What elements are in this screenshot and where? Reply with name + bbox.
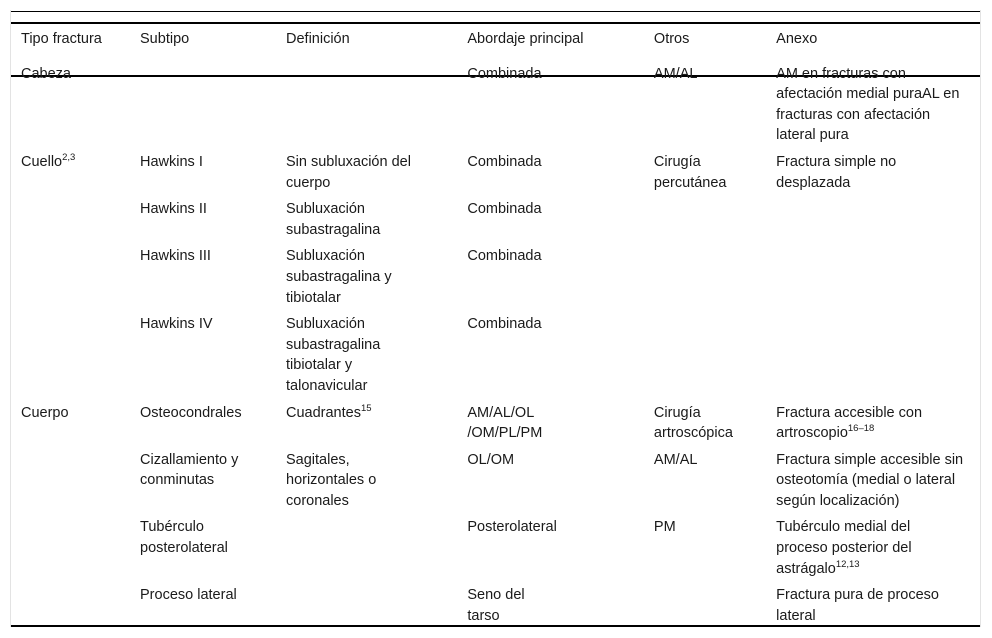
header-subtipo: Subtipo	[140, 31, 190, 47]
cell-anexo	[776, 310, 980, 398]
cell-otros-text: AM/AL	[653, 65, 698, 82]
cell-abordaje	[467, 195, 654, 242]
cell-otros-text: Cirugía artroscópica	[653, 404, 733, 442]
cell-otros	[654, 513, 776, 581]
cell-abordaje-text: Combinada	[467, 248, 542, 265]
cell-anexo-text: Tubérculo medial del proceso posterior del astrágalo	[776, 519, 912, 577]
cell-abordaje-text: Seno del tarso	[467, 587, 525, 624]
cell-subtipo-text: Proceso lateral	[140, 587, 237, 604]
cell-otros	[654, 446, 776, 514]
cell-abordaje-text: Combinada	[467, 153, 542, 170]
cell-definicion	[286, 513, 467, 581]
header-abordaje-principal: Abordaje principal	[467, 31, 584, 47]
cell-abordaje-text: Combinada	[467, 65, 542, 82]
table-row	[11, 60, 980, 148]
cell-abordaje	[467, 446, 654, 514]
cell-definicion	[286, 310, 467, 398]
cell-anexo-text: Fractura simple no desplazada	[776, 153, 897, 191]
cell-abordaje	[467, 148, 654, 195]
cell-tipo	[11, 148, 140, 195]
cell-abordaje	[467, 581, 654, 628]
cell-subtipo-text: Hawkins III	[140, 248, 211, 265]
cell-abordaje	[467, 399, 654, 446]
cell-anexo-reference: 12,13	[835, 558, 860, 570]
cell-otros	[654, 310, 776, 398]
header-otros: Otros	[653, 31, 690, 47]
table-row	[11, 446, 980, 514]
cell-definicion-text: Sin subluxación del cuerpo	[286, 153, 411, 191]
cell-tipo	[11, 195, 140, 242]
cell-anexo-text: Fractura accesible con artroscopio	[776, 404, 923, 442]
cell-abordaje-text: Combinada	[467, 201, 542, 218]
cell-otros	[654, 399, 776, 446]
top-rule	[11, 11, 980, 12]
cell-tipo-text: Cuerpo	[21, 404, 69, 421]
cell-tipo	[11, 242, 140, 310]
table-row	[11, 242, 980, 310]
table-row	[11, 148, 980, 195]
cell-definicion	[286, 148, 467, 195]
table-row	[11, 513, 980, 581]
header-anexo: Anexo	[776, 31, 818, 47]
cell-anexo-text: AM en fracturas con afectación medial puraAL en fracturas con afectación lateral pura	[776, 65, 960, 144]
table-row	[11, 310, 980, 398]
cell-definicion-text: Subluxación subastragalina	[286, 201, 381, 238]
cell-tipo	[11, 399, 140, 446]
cell-definicion	[286, 446, 467, 514]
table-row	[11, 581, 980, 628]
cell-tipo	[11, 513, 140, 581]
cell-definicion	[286, 581, 467, 628]
table-row	[11, 195, 980, 242]
cell-subtipo	[140, 310, 286, 398]
cell-tipo-text: Cabeza	[21, 65, 71, 82]
cell-subtipo	[140, 513, 286, 581]
cell-abordaje	[467, 242, 654, 310]
cell-otros	[654, 581, 776, 628]
cell-anexo	[776, 581, 980, 628]
cell-definicion-reference: 15	[360, 402, 372, 414]
header-row	[11, 22, 980, 50]
cell-subtipo	[140, 399, 286, 446]
cell-anexo	[776, 399, 980, 446]
cell-definicion-text: Sagitales, horizontales o coronales	[286, 451, 377, 509]
header-tipo-fractura: Tipo fractura	[21, 31, 102, 47]
cell-otros	[654, 242, 776, 310]
cell-subtipo-text: Osteocondrales	[140, 404, 242, 421]
cell-otros-text: AM/AL	[653, 451, 698, 468]
cell-anexo	[776, 242, 980, 310]
cell-otros	[654, 148, 776, 195]
cell-abordaje	[467, 310, 654, 398]
fracture-table	[11, 22, 980, 628]
cell-definicion	[286, 195, 467, 242]
cell-anexo	[776, 148, 980, 195]
cell-subtipo	[140, 195, 286, 242]
header-definicion: Definición	[286, 31, 350, 47]
cell-anexo-reference: 16–18	[847, 423, 875, 435]
cell-anexo-text: Fractura pura de proceso lateral	[776, 587, 939, 624]
cell-subtipo	[140, 581, 286, 628]
cell-anexo-text: Fractura simple accesible sin osteotomía (medial o lateral según localización)	[776, 451, 964, 509]
cell-subtipo-text: Hawkins I	[140, 153, 203, 170]
cell-subtipo	[140, 60, 286, 148]
cell-otros	[654, 60, 776, 148]
cell-subtipo-text: Hawkins II	[140, 201, 207, 218]
cell-subtipo	[140, 148, 286, 195]
cell-otros	[654, 195, 776, 242]
table-body	[11, 60, 980, 629]
cell-subtipo	[140, 446, 286, 514]
cell-anexo	[776, 195, 980, 242]
cell-anexo	[776, 513, 980, 581]
cell-abordaje-text: Posterolateral	[467, 519, 557, 536]
cell-subtipo-text: Tubérculo posterolateral	[140, 519, 228, 557]
table-row	[11, 399, 980, 446]
cell-abordaje-text: AM/AL/OL /OM/PL/PM	[467, 404, 543, 442]
cell-abordaje	[467, 60, 654, 148]
cell-abordaje-text: Combinada	[467, 316, 542, 333]
cell-anexo	[776, 60, 980, 148]
cell-otros-text: Cirugía percutánea	[653, 153, 727, 191]
cell-tipo-reference: 2,3	[62, 151, 76, 163]
cell-definicion-text: Subluxación subastragalina y tibiotalar	[286, 248, 392, 306]
cell-subtipo	[140, 242, 286, 310]
cell-definicion	[286, 60, 467, 148]
cell-definicion	[286, 399, 467, 446]
cell-subtipo-text: Cizallamiento y conminutas	[140, 451, 239, 489]
cell-definicion-text: Cuadrantes	[286, 404, 361, 421]
cell-abordaje-text: OL/OM	[467, 451, 515, 468]
cell-abordaje	[467, 513, 654, 581]
cell-definicion	[286, 242, 467, 310]
cell-definicion-text: Subluxación subastragalina tibiotalar y talonavicular	[286, 316, 381, 394]
cell-tipo-text: Cuello	[21, 153, 63, 170]
cell-tipo	[11, 581, 140, 628]
cell-anexo	[776, 446, 980, 514]
cell-subtipo-text: Hawkins IV	[140, 316, 213, 333]
cell-tipo	[11, 60, 140, 148]
cell-otros-text: PM	[653, 519, 676, 536]
cell-tipo	[11, 446, 140, 514]
cell-tipo	[11, 310, 140, 398]
